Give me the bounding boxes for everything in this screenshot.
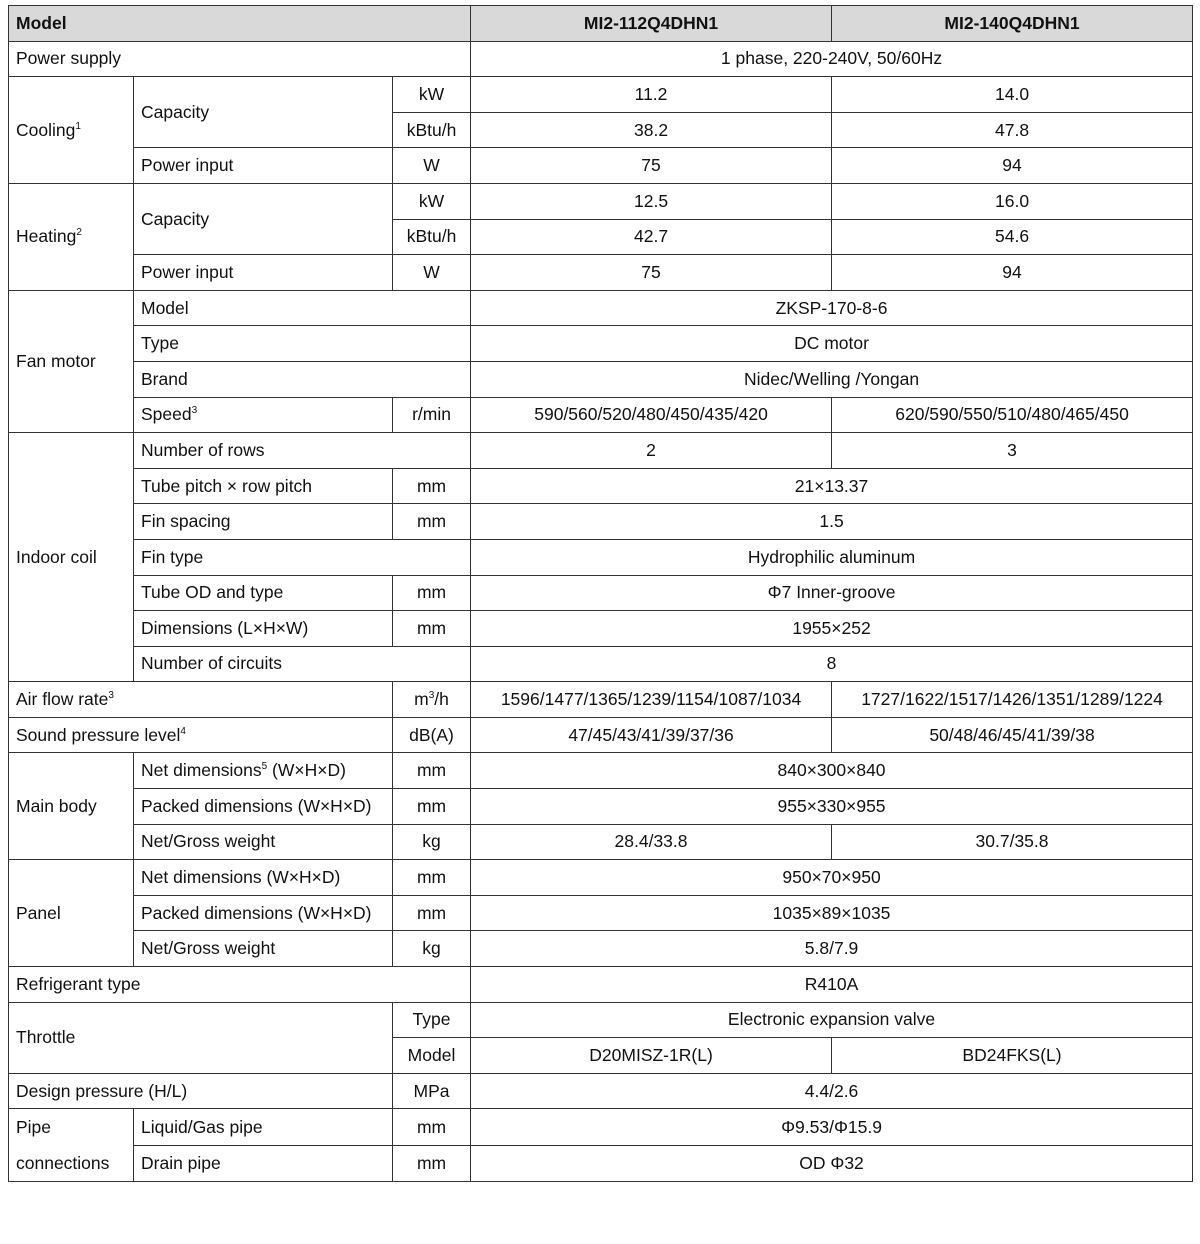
row-fan-brand	[9, 361, 1193, 397]
design-pressure-value: 4.4/2.6	[471, 1073, 1193, 1109]
sound-label-text: Sound pressure level	[16, 724, 181, 745]
heating-power-2: 94	[832, 255, 1193, 291]
heating-note: 2	[76, 227, 82, 239]
coil-dimensions-label: Dimensions (L×H×W)	[134, 611, 393, 647]
sound-unit: dB(A)	[393, 717, 471, 753]
row-panel-packed	[9, 895, 1193, 931]
fan-speed-label-text: Speed	[141, 404, 192, 425]
coil-fin-spacing-unit: mm	[393, 504, 471, 540]
cooling-power-label: Power input	[134, 148, 393, 184]
panel-label: Panel	[9, 860, 134, 967]
pipe-drain-value: OD Φ32	[471, 1145, 1193, 1182]
heating-kw-1: 12.5	[471, 183, 832, 219]
cooling-kbtu-1: 38.2	[471, 112, 832, 148]
coil-fin-spacing-label: Fin spacing	[134, 504, 393, 540]
row-cooling-kw	[9, 77, 1193, 113]
design-pressure-unit: MPa	[393, 1073, 471, 1109]
air-flow-label	[9, 682, 393, 718]
coil-pitch-label: Tube pitch × row pitch	[134, 468, 393, 504]
coil-dimensions-value: 1955×252	[471, 611, 1193, 647]
panel-net-unit: mm	[393, 860, 471, 896]
body-net-note: 5	[261, 761, 268, 773]
throttle-model-1: D20MISZ-1R(L)	[471, 1038, 832, 1074]
cooling-kbtu-unit: kBtu/h	[393, 112, 471, 148]
panel-net-value: 950×70×950	[471, 860, 1193, 896]
spec-table	[8, 5, 1193, 1182]
pipe-liquid-unit: mm	[393, 1109, 471, 1146]
heating-kbtu-2: 54.6	[832, 219, 1193, 255]
panel-packed-unit: mm	[393, 895, 471, 931]
heating-capacity-label: Capacity	[134, 183, 393, 254]
body-net-label-rest: (W×H×D)	[267, 760, 346, 781]
body-packed-label: Packed dimensions (W×H×D)	[134, 789, 393, 825]
throttle-model-2: BD24FKS(L)	[832, 1038, 1193, 1074]
panel-weight-label: Net/Gross weight	[134, 931, 393, 967]
row-panel-weight	[9, 931, 1193, 967]
row-coil-tube	[9, 575, 1193, 611]
indoor-coil-label: Indoor coil	[9, 433, 134, 682]
air-flow-unit	[393, 682, 471, 718]
row-body-weight	[9, 824, 1193, 860]
pipe-liquid-value: Φ9.53/Φ15.9	[471, 1109, 1193, 1146]
row-coil-dimensions	[9, 611, 1193, 647]
body-packed-unit: mm	[393, 789, 471, 825]
row-body-packed	[9, 789, 1193, 825]
row-panel-net	[9, 860, 1193, 896]
row-air-flow	[9, 682, 1193, 718]
fan-speed-1: 590/560/520/480/450/435/420	[471, 397, 832, 433]
coil-fin-type-value: Hydrophilic aluminum	[471, 539, 1193, 575]
main-body-label: Main body	[9, 753, 134, 860]
coil-pitch-unit: mm	[393, 468, 471, 504]
fan-brand-label: Brand	[134, 361, 471, 397]
coil-pitch-value: 21×13.37	[471, 468, 1193, 504]
row-throttle-type	[9, 1002, 1193, 1038]
header-model: Model	[9, 6, 471, 42]
row-coil-pitch	[9, 468, 1193, 504]
row-coil-fin-spacing	[9, 504, 1193, 540]
coil-tube-unit: mm	[393, 575, 471, 611]
throttle-label: Throttle	[9, 1002, 393, 1073]
row-coil-rows	[9, 433, 1193, 469]
fan-type-label: Type	[134, 326, 471, 362]
row-sound	[9, 717, 1193, 753]
row-coil-fin-type	[9, 539, 1193, 575]
cooling-kw-2: 14.0	[832, 77, 1193, 113]
coil-fin-type-label: Fin type	[134, 539, 471, 575]
sound-label	[9, 717, 393, 753]
sound-2: 50/48/46/45/41/39/38	[832, 717, 1193, 753]
cooling-capacity-label: Capacity	[134, 77, 393, 148]
throttle-type-label: Type	[393, 1002, 471, 1038]
body-packed-value: 955×330×955	[471, 789, 1193, 825]
panel-packed-value: 1035×89×1035	[471, 895, 1193, 931]
air-flow-note: 3	[108, 690, 114, 702]
air-flow-1: 1596/1477/1365/1239/1154/1087/1034	[471, 682, 832, 718]
heating-power-label: Power input	[134, 255, 393, 291]
cooling-power-1: 75	[471, 148, 832, 184]
coil-rows-1: 2	[471, 433, 832, 469]
panel-weight-unit: kg	[393, 931, 471, 967]
row-heating-kw	[9, 183, 1193, 219]
refrigerant-value: R410A	[471, 967, 1193, 1003]
air-flow-unit-sup: 3	[428, 690, 435, 702]
coil-fin-spacing-value: 1.5	[471, 504, 1193, 540]
body-weight-unit: kg	[393, 824, 471, 860]
pipe-liquid-label: Liquid/Gas pipe	[134, 1109, 393, 1146]
heating-kw-2: 16.0	[832, 183, 1193, 219]
fan-speed-unit: r/min	[393, 397, 471, 433]
row-body-net	[9, 753, 1193, 789]
body-net-unit: mm	[393, 753, 471, 789]
refrigerant-label: Refrigerant type	[9, 967, 471, 1003]
fan-speed-note: 3	[191, 405, 198, 417]
row-pipe-drain	[9, 1145, 1193, 1182]
heating-power-unit: W	[393, 255, 471, 291]
body-net-value: 840×300×840	[471, 753, 1193, 789]
row-design-pressure	[9, 1073, 1193, 1109]
fan-type-value: DC motor	[471, 326, 1193, 362]
cooling-note: 1	[75, 120, 81, 132]
body-weight-1: 28.4/33.8	[471, 824, 832, 860]
body-net-label-text: Net dimensions	[141, 760, 262, 781]
pipe-label-line1: Pipe	[16, 1117, 52, 1138]
cooling-label	[9, 77, 134, 184]
row-heating-power	[9, 255, 1193, 291]
power-supply-label: Power supply	[9, 41, 471, 77]
coil-tube-label: Tube OD and type	[134, 575, 393, 611]
fan-speed-2: 620/590/550/510/480/465/450	[832, 397, 1193, 433]
row-coil-circuits	[9, 646, 1193, 682]
coil-rows-2: 3	[832, 433, 1193, 469]
body-net-label	[134, 753, 393, 789]
sound-1: 47/45/43/41/39/37/36	[471, 717, 832, 753]
header-model-2: MI2-140Q4DHN1	[832, 6, 1193, 42]
heating-label-text: Heating	[16, 226, 77, 247]
design-pressure-label: Design pressure (H/L)	[9, 1073, 393, 1109]
pipe-drain-label: Drain pipe	[134, 1145, 393, 1182]
throttle-model-label: Model	[393, 1038, 471, 1074]
coil-tube-value: Φ7 Inner-groove	[471, 575, 1193, 611]
pipe-drain-unit: mm	[393, 1145, 471, 1182]
row-power-supply	[9, 41, 1193, 77]
panel-packed-label: Packed dimensions (W×H×D)	[134, 895, 393, 931]
header-model-1: MI2-112Q4DHN1	[471, 6, 832, 42]
row-refrigerant	[9, 967, 1193, 1003]
power-supply-value: 1 phase, 220-240V, 50/60Hz	[471, 41, 1193, 77]
header-row	[9, 6, 1193, 42]
body-weight-label: Net/Gross weight	[134, 824, 393, 860]
heating-power-1: 75	[471, 255, 832, 291]
coil-dimensions-unit: mm	[393, 611, 471, 647]
fan-brand-value: Nidec/Welling /Yongan	[471, 361, 1193, 397]
cooling-kbtu-2: 47.8	[832, 112, 1193, 148]
panel-net-label: Net dimensions (W×H×D)	[134, 860, 393, 896]
cooling-power-2: 94	[832, 148, 1193, 184]
heating-label	[9, 183, 134, 290]
body-weight-2: 30.7/35.8	[832, 824, 1193, 860]
fan-model-label: Model	[134, 290, 471, 326]
air-flow-label-text: Air flow rate	[16, 689, 109, 710]
throttle-type-value: Electronic expansion valve	[471, 1002, 1193, 1038]
heating-kbtu-1: 42.7	[471, 219, 832, 255]
pipe-label-line2: connections	[16, 1153, 110, 1174]
air-flow-unit-base: m	[414, 689, 429, 710]
heating-kw-unit: kW	[393, 183, 471, 219]
row-cooling-power	[9, 148, 1193, 184]
row-fan-model	[9, 290, 1193, 326]
coil-circuits-label: Number of circuits	[134, 646, 471, 682]
cooling-kw-1: 11.2	[471, 77, 832, 113]
sound-note: 4	[180, 725, 186, 737]
fan-speed-label	[134, 397, 393, 433]
coil-rows-label: Number of rows	[134, 433, 471, 469]
heating-kbtu-unit: kBtu/h	[393, 219, 471, 255]
coil-circuits-value: 8	[471, 646, 1193, 682]
row-fan-speed	[9, 397, 1193, 433]
fan-model-value: ZKSP-170-8-6	[471, 290, 1193, 326]
spec-table-container	[8, 5, 1193, 1182]
pipe-connections-label	[9, 1109, 134, 1182]
panel-weight-value: 5.8/7.9	[471, 931, 1193, 967]
air-flow-2: 1727/1622/1517/1426/1351/1289/1224	[832, 682, 1193, 718]
cooling-power-unit: W	[393, 148, 471, 184]
row-fan-type	[9, 326, 1193, 362]
cooling-kw-unit: kW	[393, 77, 471, 113]
cooling-label-text: Cooling	[16, 119, 76, 140]
row-pipe-liquid	[9, 1109, 1193, 1146]
air-flow-unit-rest: /h	[434, 689, 449, 710]
fan-motor-label: Fan motor	[9, 290, 134, 432]
